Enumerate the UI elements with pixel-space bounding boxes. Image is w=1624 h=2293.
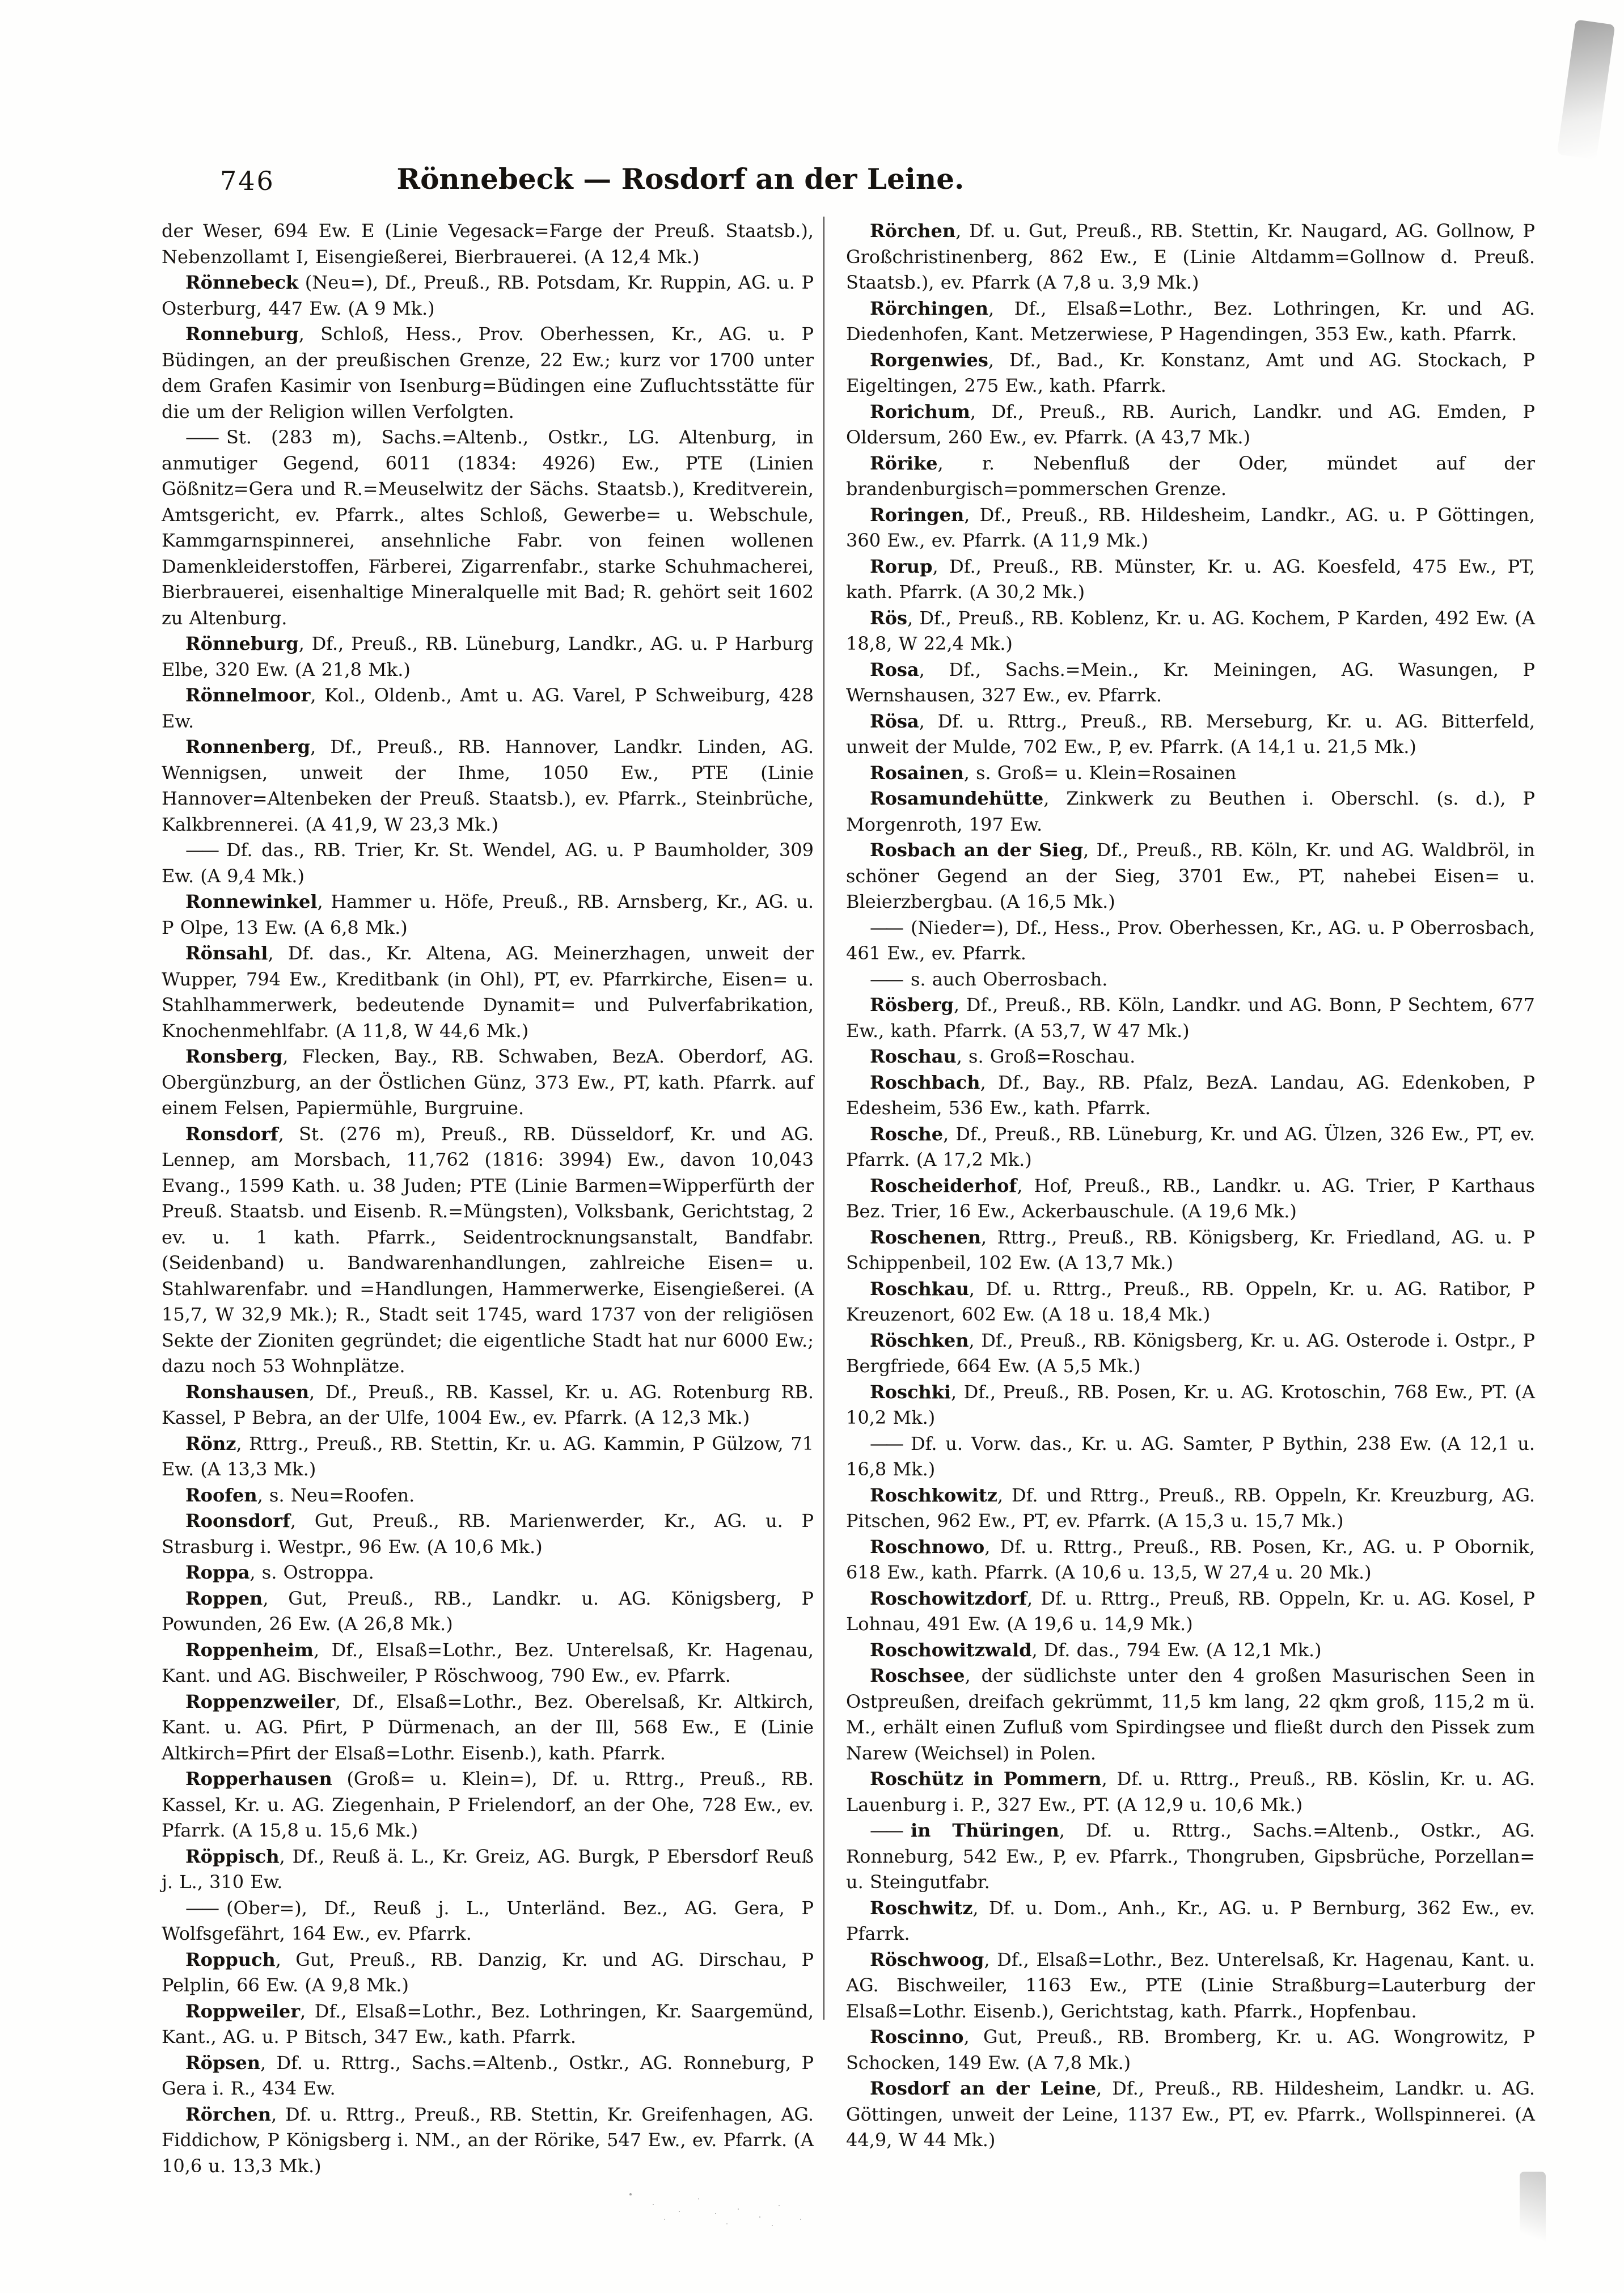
entry-body: Df. u. Vorw. das., Kr. u. AG. Samter, P Bythin, 238 Ew. (A 12,1 u. 16,8 Mk.) xyxy=(846,1432,1535,1480)
entry-body: der Weser, 694 Ew. E (Linie Vegesack=Farge der Preuß. Staatsb.), Nebenzollamt I, Eisengießerei, Bierbrauerei. (A 12,4 Mk.) xyxy=(162,220,814,268)
entry xyxy=(846,554,1535,606)
entry xyxy=(162,1766,814,1844)
entry-body: , Df. u. Rttrg., Sachs.=Altenb., Ostkr., AG. Ronneburg, P Gera i. R., 434 Ew. xyxy=(162,2051,814,2099)
entry xyxy=(162,1122,814,1380)
entry-headword: Roscheiderhof xyxy=(870,1174,1017,1196)
entry-body: , Df., Preuß., RB. Kassel, Kr. u. AG. Rotenburg RB. Kassel, P Bebra, an der Ulfe, 1004 Ew., ev. Pfarrk. (A 12,3 Mk.) xyxy=(162,1381,814,1428)
entry-body: , Df., Elsaß=Lothr., Bez. Unterelsaß, Kr. Hagenau, Kant. und AG. Bischweiler, P Röschwoog, 790 Ew., ev. Pfarrk. xyxy=(162,1639,814,1686)
entry xyxy=(846,786,1535,837)
entry xyxy=(846,218,1535,296)
entry-headword: Roschkowitz xyxy=(870,1484,997,1506)
entry xyxy=(162,2102,814,2180)
entry xyxy=(162,734,814,837)
entry-headword: Rönsahl xyxy=(185,942,268,964)
entry-body: , Kol., Oldenb., Amt u. AG. Varel, P Schweiburg, 428 Ew. xyxy=(162,684,814,732)
entry xyxy=(846,451,1535,502)
entry xyxy=(846,1483,1535,1534)
entry-headword: Ronsberg xyxy=(185,1046,283,1067)
entry xyxy=(162,941,814,1044)
entry xyxy=(162,218,814,270)
text-column-left xyxy=(162,218,814,2179)
entry xyxy=(162,683,814,734)
entry-body: , Df., Preuß., RB. Lüneburg, Kr. und AG. Ülzen, 326 Ew., PT, ev. Pfarrk. (A 17,2 Mk.) xyxy=(846,1123,1535,1170)
entry-headword: Rönnelmoor xyxy=(185,684,311,706)
entry-body: , Flecken, Bay., RB. Schwaben, BezA. Oberdorf, AG. Obergünzburg, an der Östlichen Günz, 373 Ew., PT, kath. Pfarrk. auf einem Felsen, Papiermühle, Burgruine. xyxy=(162,1046,814,1119)
entry-headword: Roschowitzwald xyxy=(870,1639,1032,1661)
entry-body: , Df., Elsaß=Lothr., Bez. Oberelsaß, Kr. Altkirch, Kant. u. AG. Pfirt, P Dürmenach, an der Ill, 568 Ew., E (Linie Altkirch=Pfirt der Elsaß=Lothr. Eisenb.), kath. Pfarrk. xyxy=(162,1690,814,1764)
entry xyxy=(162,631,814,683)
entry-headword: Roschbach xyxy=(870,1071,980,1093)
entry-headword: Roschsee xyxy=(870,1665,965,1686)
entry xyxy=(846,1044,1535,1070)
entry-headword: Roppa xyxy=(185,1562,250,1583)
entry xyxy=(846,1380,1535,1431)
continuation-dash: —— xyxy=(870,968,902,990)
entry-body: , Df., Preuß., RB. Königsberg, Kr. u. AG. Osterode i. Ostpr., P Bergfriede, 664 Ew. (A 5,5 Mk.) xyxy=(846,1329,1535,1377)
entry-body: , Df., Preuß., RB. Koblenz, Kr. u. AG. Kochem, P Karden, 492 Ew. (A 18,8, W 22,4 Mk.) xyxy=(846,607,1535,654)
entry-headword: Roschau xyxy=(870,1046,957,1067)
entry-headword: Roppenzweiler xyxy=(185,1690,335,1712)
entry-headword: Rörike xyxy=(870,452,938,474)
entry-body: , Df. u. Gut, Preuß., RB. Stettin, Kr. Naugard, AG. Gollnow, P Großchristinenberg, 862 Ew., E (Linie Altdamm=Gollnow d. Preuß. Staatsb.), ev. Pfarrk (A 7,8 u. 3,9 Mk.) xyxy=(846,220,1535,293)
entry-headword: Rosche xyxy=(870,1123,944,1145)
entry-body: , Gut, Preuß., RB., Landkr. u. AG. Königsberg, P Powunden, 26 Ew. (A 26,8 Mk.) xyxy=(162,1587,814,1635)
entry xyxy=(162,1483,814,1509)
entry xyxy=(846,760,1535,786)
entry-headword: Roppen xyxy=(185,1587,263,1609)
entry-body: , Df., Elsaß=Lothr., Bez. Lothringen, Kr. Saargemünd, Kant., AG. u. P Bitsch, 347 Ew., kath. Pfarrk. xyxy=(162,2000,814,2047)
entry-headword: Rosainen xyxy=(870,761,964,784)
entry xyxy=(846,1122,1535,1173)
entry-headword: Rönnebeck xyxy=(185,272,299,293)
entry-body: , Schloß, Hess., Prov. Oberhessen, Kr., AG. u. P Büdingen, an der preußischen Grenze, 22 Ew.; kurz vor 1700 unter dem Grafen Kasimir von Isenburg=Büdingen eine Zufluchtsstätte für die um der Religion willen Verfolgten. xyxy=(162,323,814,422)
entry xyxy=(846,1766,1535,1818)
entry xyxy=(162,321,814,425)
entry-body: St. (283 m), Sachs.=Altenb., Ostkr., LG. Altenburg, in anmutiger Gegend, 6011 (1834: 4926) Ew., PTE (Linien Gößnitz=Gera und R.=Meuselwitz der Sächs. Staatsb.), Kreditverein, Amtsgericht, ev. Pfarrk., altes Schloß, Gewerbe= u. Webschule, Kammgarnspinnerei, ansehnliche Fabr. von feinen wollenen Damenkleiderstoffen, Färberei, Zigarrenfabr., starke Schuhmacherei, Bierbrauerei, eisenhaltige Mineralquelle mit Bad; R. gehört seit 1602 zu Altenburg. xyxy=(162,426,814,629)
entry xyxy=(846,296,1535,348)
entry-headword: Rorup xyxy=(870,555,933,577)
entry-headword: Roonsdorf xyxy=(185,1510,290,1532)
entry xyxy=(162,270,814,321)
entry-body: , Df., Elsaß=Lothr., Bez. Unterelsaß, Kr. Hagenau, Kant. u. AG. Bischweiler, 1163 Ew., PTE (Linie Straßburg=Lauterburg der Elsaß=Lothr. Eisenb.), Gerichtstag, kath. Pfarrk., Hopfenbau. xyxy=(846,1948,1535,2022)
entry-body: , r. Nebenfluß der Oder, mündet auf der brandenburgisch=pommerschen Grenze. xyxy=(846,452,1535,500)
entry xyxy=(162,1586,814,1638)
entry-body: , Df., Bad., Kr. Konstanz, Amt und AG. Stockach, P Eigeltingen, 275 Ew., kath. Pfarrk. xyxy=(846,349,1535,396)
entry-headword: Rosamundehütte xyxy=(870,788,1044,809)
entry-body: , Df., Preuß., RB. Lüneburg, Landkr., AG. u. P Harburg Elbe, 320 Ew. (A 21,8 Mk.) xyxy=(162,633,814,680)
entry-body: , Df. das., Kr. Altena, AG. Meinerzhagen, unweit der Wupper, 794 Ew., Kreditbank (in Ohl), PT, ev. Pfarrkirche, Eisen= u. Stahlhammerwerk, bedeutende Dynamit= und Pulverfabrikation, Knochenmehlfabr. (A 11,8, W 44,6 Mk.) xyxy=(162,942,814,1042)
continuation-dash: —— xyxy=(870,1432,902,1454)
entry xyxy=(846,657,1535,709)
entry xyxy=(846,1534,1535,1586)
entry-headword: Roschnowo xyxy=(870,1535,985,1558)
entry-headword: Roofen xyxy=(185,1484,257,1506)
entry-headword: Rörchen xyxy=(185,2103,272,2125)
entry xyxy=(846,1638,1535,1664)
entry xyxy=(846,1173,1535,1225)
entry-headword: Ronsdorf xyxy=(185,1123,278,1145)
entry xyxy=(846,1818,1535,1896)
entry-body: , Df. u. Rttrg., Preuß, RB. Oppeln, Kr. u. AG. Kosel, P Lohnau, 491 Ew. (A 19,6 u. 14,9 Mk.) xyxy=(846,1587,1535,1635)
entry xyxy=(162,1380,814,1431)
entry-body: , Gut, Preuß., RB. Bromberg, Kr. u. AG. Wongrowitz, P Schocken, 149 Ew. (A 7,8 Mk.) xyxy=(846,2026,1535,2074)
entry xyxy=(162,1638,814,1689)
entry-headword: Rosdorf an der Leine xyxy=(870,2078,1097,2099)
entry-headword: Röpsen xyxy=(185,2051,260,2074)
continuation-dash: —— xyxy=(185,426,217,448)
entry xyxy=(846,502,1535,554)
entry xyxy=(846,1947,1535,2025)
entry-headword: Rorichum xyxy=(870,400,970,422)
entry xyxy=(846,399,1535,451)
entry-body: , Gut, Preuß., RB. Marienwerder, Kr., AG. u. P Strasburg i. Westpr., 96 Ew. (A 10,6 Mk.) xyxy=(162,1510,814,1558)
entry-body: , Df., Elsaß=Lothr., Bez. Lothringen, Kr. und AG. Diedenhofen, Kant. Metzerwiese, P Hagendingen, 353 Ew., kath. Pfarrk. xyxy=(846,297,1535,345)
entry-headword: Ronshausen xyxy=(185,1381,310,1403)
entry-body: , Hof, Preuß., RB., Landkr. u. AG. Trier, P Karthaus Bez. Trier, 16 Ew., Ackerbauschule. (A 19,6 Mk.) xyxy=(846,1174,1535,1222)
entry-body: , s. Groß= u. Klein=Rosainen xyxy=(963,761,1237,784)
continuation-dash: —— xyxy=(870,1820,902,1841)
entry-body: , St. (276 m), Preuß., RB. Düsseldorf, Kr. und AG. Lennep, am Morsbach, 11,762 (1816: 3994) Ew., davon 10,043 Evang., 1599 Kath. u. 38 Juden; PTE (Linie Barmen=Wipperfürth der Preuß. Staatsb. und Eisenb. R.=Müngsten), Volksbank, Gerichtstag, 2 ev. u. 1 kath. Pfarrk., Seidentrocknungsanstalt, Bandfabr. (Seidenband) u. Bandwarenhandlungen, zahlreiche Eisen= u. Stahlwarenfabr. und =Handlungen, Hammerwerke, Eisengießerei. (A 15,7, W 32,9 Mk.); R., Stadt seit 1745, ward 1737 von der religiösen Sekte der Zioniten gegründet; die eigentliche Stadt hat nur 6000 Ew.; dazu noch 53 Wohnplätze. xyxy=(162,1123,814,1377)
entry xyxy=(162,1999,814,2050)
entry-body: , der südlichste unter den 4 großen Masurischen Seen in Ostpreußen, dreifach gekrümmt, 11,5 km lang, 22 qkm groß, 115,2 m ü. M., erhält einen Zufluß vom Spirdingsee und fließt durch den Pissek zum Narew (Weichsel) in Polen. xyxy=(846,1665,1535,1764)
entry xyxy=(846,1431,1535,1483)
entry-headword: Rosa xyxy=(870,658,919,680)
entry-headword: Roscinno xyxy=(870,2026,964,2047)
entry xyxy=(162,1508,814,1560)
page-header-title: Rönnebeck — Rosdorf an der Leine. xyxy=(396,162,965,196)
page-number: 746 xyxy=(220,166,275,196)
entry-body: , s. Ostroppa. xyxy=(249,1562,374,1583)
entry-body: , Df., Preuß., RB. Posen, Kr. u. AG. Krotoschin, 768 Ew., PT. (A 10,2 Mk.) xyxy=(846,1381,1535,1428)
entry xyxy=(846,1896,1535,1947)
entry xyxy=(846,709,1535,760)
entry xyxy=(846,967,1535,993)
entry xyxy=(162,425,814,631)
entry-headword: Ropperhausen xyxy=(185,1768,332,1789)
entry xyxy=(162,2050,814,2102)
entry xyxy=(846,992,1535,1044)
entry xyxy=(846,606,1535,657)
entry-body: s. auch Oberrosbach. xyxy=(911,968,1108,990)
entry-headword: Roschkau xyxy=(870,1277,969,1300)
entry-headword: Ronneburg xyxy=(185,323,299,345)
column-divider xyxy=(823,217,824,2020)
entry-body: (Groß= u. Klein=), Df. u. Rttrg., Preuß., RB. Kassel, Kr. u. AG. Ziegenhain, P Frielendorf, an der Ohe, 728 Ew., ev. Pfarrk. (A 15,8 u. 15,6 Mk.) xyxy=(162,1768,814,1841)
entry-headword: Rörchingen xyxy=(870,297,988,319)
entry xyxy=(162,1689,814,1767)
entry-headword: Roppuch xyxy=(185,1948,276,1970)
entry-headword: Rorgenwies xyxy=(870,349,988,371)
entry-headword: Rös xyxy=(870,607,907,629)
entry-body: (Neu=), Df., Preuß., RB. Potsdam, Kr. Ruppin, AG. u. P Osterburg, 447 Ew. (A 9 Mk.) xyxy=(162,272,814,319)
entry-body: , Df. u. Dom., Anh., Kr., AG. u. P Bernburg, 362 Ew., ev. Pfarrk. xyxy=(846,1897,1535,1944)
entry-body: (Nieder=), Df., Hess., Prov. Oberhessen, Kr., AG. u. P Oberrosbach, 461 Ew., ev. Pfarrk. xyxy=(846,916,1535,964)
entry xyxy=(162,889,814,941)
entry xyxy=(846,1070,1535,1122)
entry xyxy=(162,1560,814,1586)
entry-headword: Rönneburg xyxy=(185,633,299,654)
entry-headword: Rönz xyxy=(185,1432,236,1454)
entry xyxy=(846,915,1535,967)
entry xyxy=(846,837,1535,915)
entry-body: , Df., Preuß., RB. Münster, Kr. u. AG. Koesfeld, 475 Ew., PT, kath. Pfarrk. (A 30,2 Mk.) xyxy=(846,555,1535,603)
entry xyxy=(162,1431,814,1483)
entry-body: , Zinkwerk zu Beuthen i. Oberschl. (s. d.), P Morgenroth, 197 Ew. xyxy=(846,788,1535,835)
entry-body: , Hammer u. Höfe, Preuß., RB. Arnsberg, Kr., AG. u. P Olpe, 13 Ew. (A 6,8 Mk.) xyxy=(162,891,814,938)
entry xyxy=(162,1896,814,1947)
entry-headword: Röschken xyxy=(870,1329,969,1351)
entry xyxy=(162,1947,814,1999)
entry-headword: Röppisch xyxy=(185,1845,280,1867)
continuation-dash: —— xyxy=(185,839,217,861)
entry-body: , Df., Bay., RB. Pfalz, BezA. Landau, AG. Edenkoben, P Edesheim, 536 Ew., kath. Pfarrk. xyxy=(846,1071,1535,1119)
entry-body: , s. Groß=Roschau. xyxy=(956,1046,1136,1067)
entry-headword: Roschwitz xyxy=(870,1897,973,1919)
entry-body: , Df. u. Rttrg., Preuß., RB. Posen, Kr., AG. u. P Obornik, 618 Ew., kath. Pfarrk. (A 10,6 u. 13,5, W 27,4 u. 20 Mk.) xyxy=(846,1535,1535,1583)
entry-body: , Df. und Rttrg., Preuß., RB. Oppeln, Kr. Kreuzburg, AG. Pitschen, 962 Ew., PT, ev. Pfarrk. (A 15,3 u. 15,7 Mk.) xyxy=(846,1484,1535,1532)
entry-body: , Gut, Preuß., RB. Danzig, Kr. und AG. Dirschau, P Pelplin, 66 Ew. (A 9,8 Mk.) xyxy=(162,1948,814,1996)
entry xyxy=(846,1276,1535,1328)
continuation-dash: —— xyxy=(185,1897,217,1919)
entry-body: , Df. u. Rttrg., Preuß., RB. Stettin, Kr. Greifenhagen, AG. Fiddichow, P Königsberg i. NM., an der Rörike, 547 Ew., ev. Pfarrk. (A 10,6 u. 13,3 Mk.) xyxy=(162,2103,814,2177)
entry-headword: Roppweiler xyxy=(185,2000,301,2022)
entry-headword: in Thüringen xyxy=(911,1820,1059,1841)
entry xyxy=(846,1225,1535,1276)
entry-body: , Df., Preuß., RB. Hildesheim, Landkr. u. AG. Göttingen, unweit der Leine, 1137 Ew., PT, ev. Pfarrk., Wollspinnerei. (A 44,9, W 44 Mk.) xyxy=(846,2078,1536,2151)
continuation-dash: —— xyxy=(870,916,902,938)
scan-artifact-bottom-right xyxy=(1520,2172,1546,2251)
entry-body: , Df. das., 794 Ew. (A 12,1 Mk.) xyxy=(1031,1639,1322,1661)
scan-artifact-bottom-noise xyxy=(629,2193,632,2195)
entry-body: , Df., Reuß ä. L., Kr. Greiz, AG. Burgk, P Ebersdorf Reuß j. L., 310 Ew. xyxy=(162,1845,814,1893)
entry-body: , Df. u. Rttrg., Preuß., RB. Köslin, Kr. u. AG. Lauenburg i. P., 327 Ew., PT. (A 12,9 u. 10,6 Mk.) xyxy=(846,1768,1536,1816)
entry xyxy=(846,2024,1535,2076)
entry xyxy=(846,348,1535,399)
entry-headword: Ronnenberg xyxy=(185,736,311,758)
entry-headword: Roschki xyxy=(870,1381,951,1403)
entry-headword: Roschütz in Pommern xyxy=(870,1768,1102,1789)
entry-headword: Ronnewinkel xyxy=(185,891,318,912)
entry-headword: Roringen xyxy=(870,504,965,526)
entry-body: , Df., Preuß., RB. Köln, Kr. und AG. Waldbröl, in schöner Gegend an der Sieg, 3701 Ew., PT, nahebei Eisen= u. Bleierzbergbau. (A 16,5 Mk.) xyxy=(846,839,1536,912)
entry-headword: Rosbach an der Sieg xyxy=(870,839,1084,861)
entry-body: , Df., Preuß., RB. Köln, Landkr. und AG. Bonn, P Sechtem, 677 Ew., kath. Pfarrk. (A 53,7, W 47 Mk.) xyxy=(846,994,1535,1042)
entry-body: , Df., Preuß., RB. Hannover, Landkr. Linden, AG. Wennigsen, unweit der Ihme, 1050 Ew., PTE (Linie Hannover=Altenbeken der Preuß. Staatsb.), ev. Pfarrk., Steinbrüche, Kalkbrennerei. (A 41,9, W 23,3 Mk.) xyxy=(162,736,814,835)
entry-headword: Rösberg xyxy=(870,994,954,1016)
entry-headword: Roppenheim xyxy=(185,1639,314,1661)
entry xyxy=(162,1044,814,1122)
entry-body: , Df. u. Rttrg., Sachs.=Altenb., Ostkr., AG. Ronneburg, 542 Ew., P, ev. Pfarrk., Thongruben, Gipsbrüche, Porzellan= u. Steingutfabr. xyxy=(846,1820,1536,1893)
entry-headword: Roschenen xyxy=(870,1226,981,1248)
text-column-right xyxy=(846,218,1535,2154)
entry-body: , Df. u. Rttrg., Preuß., RB. Merseburg, Kr. u. AG. Bitterfeld, unweit der Mulde, 702 Ew., P, ev. Pfarrk. (A 14,1 u. 21,5 Mk.) xyxy=(846,710,1535,758)
entry-body: , s. Neu=Roofen. xyxy=(257,1484,415,1506)
entry xyxy=(162,1844,814,1896)
entry-body: , Df. u. Rttrg., Preuß., RB. Oppeln, Kr. u. AG. Ratibor, P Kreuzenort, 602 Ew. (A 18 u. 18,4 Mk.) xyxy=(846,1277,1535,1325)
scan-artifact-top-right xyxy=(1557,19,1615,159)
entry-body: , Rttrg., Preuß., RB. Stettin, Kr. u. AG. Kammin, P Gülzow, 71 Ew. (A 13,3 Mk.) xyxy=(162,1432,814,1480)
entry xyxy=(846,1586,1535,1638)
entry-headword: Roschowitzdorf xyxy=(870,1587,1027,1609)
entry-headword: Rörchen xyxy=(870,220,956,242)
entry-body: (Ober=), Df., Reuß j. L., Unterländ. Bez., AG. Gera, P Wolfsgefährt, 164 Ew., ev. Pfarrk. xyxy=(162,1897,814,1944)
entry-headword: Röschwoog xyxy=(870,1948,984,1970)
entry xyxy=(846,1328,1535,1380)
entry-body: Df. das., RB. Trier, Kr. St. Wendel, AG. u. P Baumholder, 309 Ew. (A 9,4 Mk.) xyxy=(162,839,814,887)
entry xyxy=(846,1663,1535,1766)
entry-body: , Df., Sachs.=Mein., Kr. Meiningen, AG. Wasungen, P Wernshausen, 327 Ew., ev. Pfarrk. xyxy=(846,658,1535,706)
entry-body: , Df., Preuß., RB. Hildesheim, Landkr., AG. u. P Göttingen, 360 Ew., ev. Pfarrk. (A 11,9 Mk.) xyxy=(846,504,1535,551)
entry xyxy=(162,837,814,889)
entry-headword: Rösa xyxy=(870,710,919,732)
entry-body: , Df., Preuß., RB. Aurich, Landkr. und AG. Emden, P Oldersum, 260 Ew., ev. Pfarrk. (A 43,7 Mk.) xyxy=(846,400,1535,448)
entry-body: , Rttrg., Preuß., RB. Königsberg, Kr. Friedland, AG. u. P Schippenbeil, 102 Ew. (A 13,7 Mk.) xyxy=(846,1226,1535,1274)
entry xyxy=(846,2076,1535,2154)
